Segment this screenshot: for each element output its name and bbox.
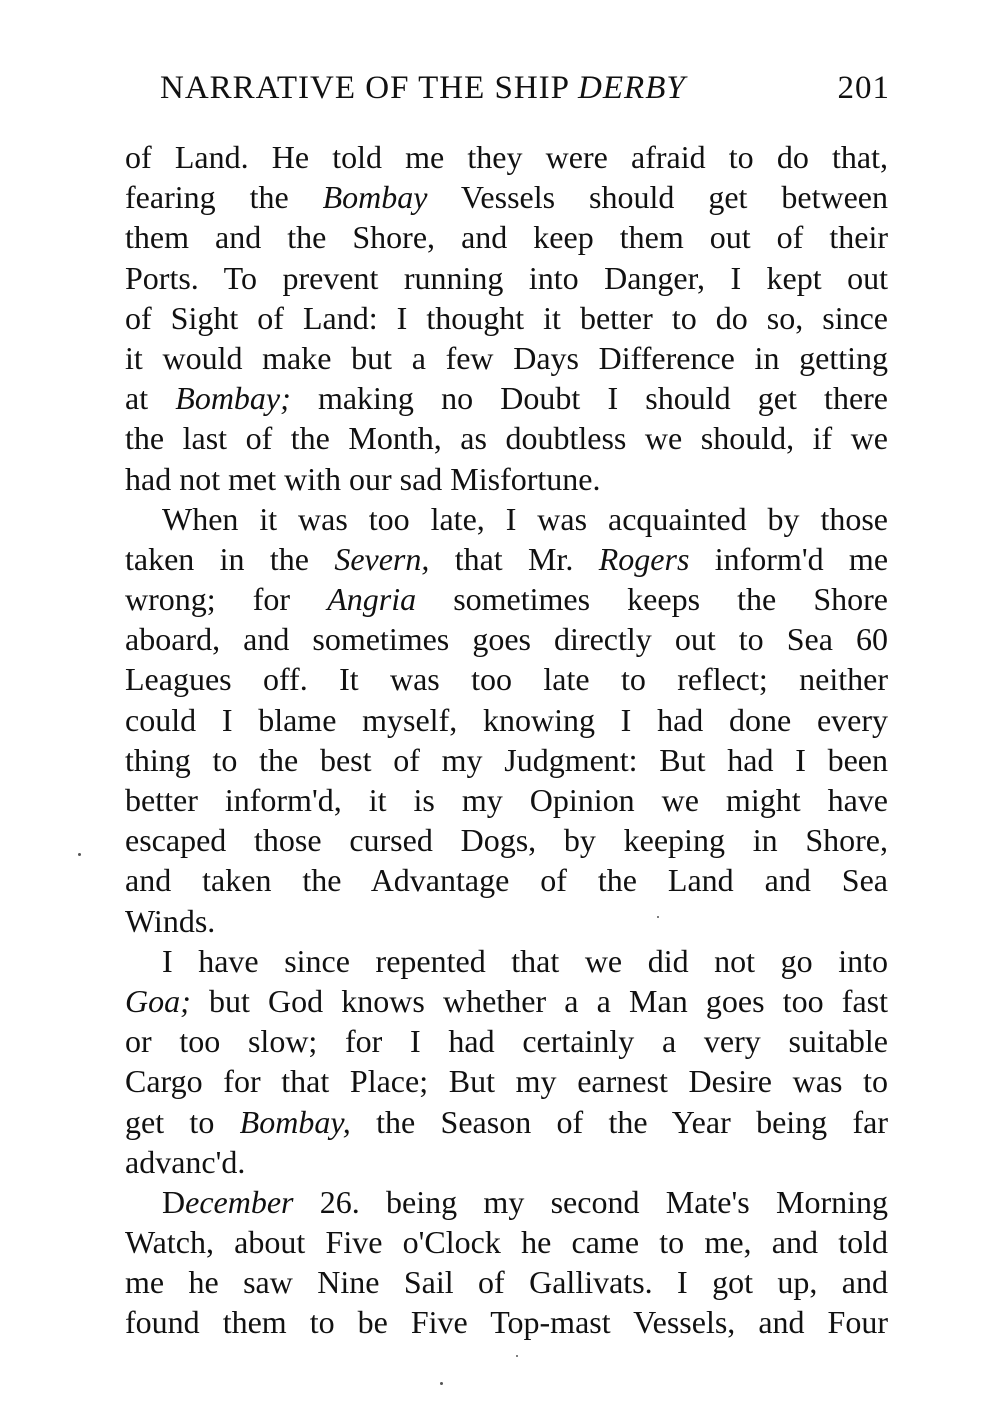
text-line: I have since repented that we did not go into <box>162 942 888 979</box>
italic-term: Bombay; <box>175 380 291 417</box>
text-line: When it was too late, I was acquainted by those <box>162 500 888 537</box>
italic-term: ecember <box>185 1183 294 1220</box>
text-line: and taken the Advantage of the Land and Sea <box>125 862 888 899</box>
text-line: get to Bombay, the Season of the Year being far <box>125 1103 888 1140</box>
text-line: Leagues off. It was too late to reflect; neither <box>125 661 888 698</box>
paper-speck <box>657 916 659 918</box>
text-line: of Land. He told me they were afraid to do that, <box>125 139 888 175</box>
body-text <box>125 137 888 1343</box>
italic-term: Bombay <box>322 179 428 216</box>
italic-term: Goa; <box>125 982 191 1019</box>
italic-term: Severn, <box>334 540 430 577</box>
page-number: 201 <box>837 70 890 106</box>
italic-term: Angria <box>327 581 417 618</box>
italic-term: Rogers <box>598 540 690 577</box>
text-line: could I blame myself, knowing I had done every <box>125 701 888 738</box>
text-line: had not met with our sad Misfortune. <box>125 460 601 497</box>
text-line: taken in the Severn, that Mr. Rogers inform'd me <box>125 540 888 577</box>
text-line: Ports. To prevent running into Danger, I kept out <box>125 259 888 296</box>
text-line: the last of the Month, as doubtless we should, if we <box>125 420 888 457</box>
text-line: or too slow; for I had certainly a very suitable <box>125 1023 888 1060</box>
text-line: found them to be Five Top-mast Vessels, and Four <box>125 1304 888 1341</box>
text-line: fearing the Bombay Vessels should get between <box>125 179 888 216</box>
text-line: wrong; for Angria sometimes keeps the Shore <box>125 581 888 618</box>
text-line: Watch, about Five o'Clock he came to me, and told <box>125 1224 888 1261</box>
text-line: of Sight of Land: I thought it better to do so, since <box>125 299 888 336</box>
running-head <box>160 66 890 110</box>
text-line: them and the Shore, and keep them out of their <box>125 219 888 256</box>
text-line: Winds. <box>125 902 216 939</box>
text-line: me he saw Nine Sail of Gallivats. I got up, and <box>125 1264 888 1301</box>
text-line: advanc'd. <box>125 1143 246 1180</box>
text-line: thing to the best of my Judgment: But had I been <box>125 741 888 778</box>
text-line: better inform'd, it is my Opinion we might have <box>125 782 888 818</box>
paper-speck <box>516 1355 518 1357</box>
text-line: at Bombay; making no Doubt I should get there <box>125 380 888 417</box>
paper-speck <box>78 853 81 856</box>
text-line: escaped those cursed Dogs, by keeping in Shore, <box>125 822 888 859</box>
running-head-title: NARRATIVE OF THE SHIP DERBY <box>160 70 686 106</box>
text-line: Goa; but God knows whether a a Man goes too fast <box>125 982 888 1019</box>
paper-speck <box>440 1382 443 1385</box>
text-line: it would make but a few Days Difference in getting <box>125 339 888 376</box>
italic-term: Bombay, <box>239 1103 351 1140</box>
text-line: Cargo for that Place; But my earnest Desire was to <box>125 1063 888 1100</box>
text-line: December 26. being my second Mate's Morning <box>162 1183 888 1220</box>
text-line: aboard, and sometimes goes directly out to Sea 60 <box>125 621 888 658</box>
